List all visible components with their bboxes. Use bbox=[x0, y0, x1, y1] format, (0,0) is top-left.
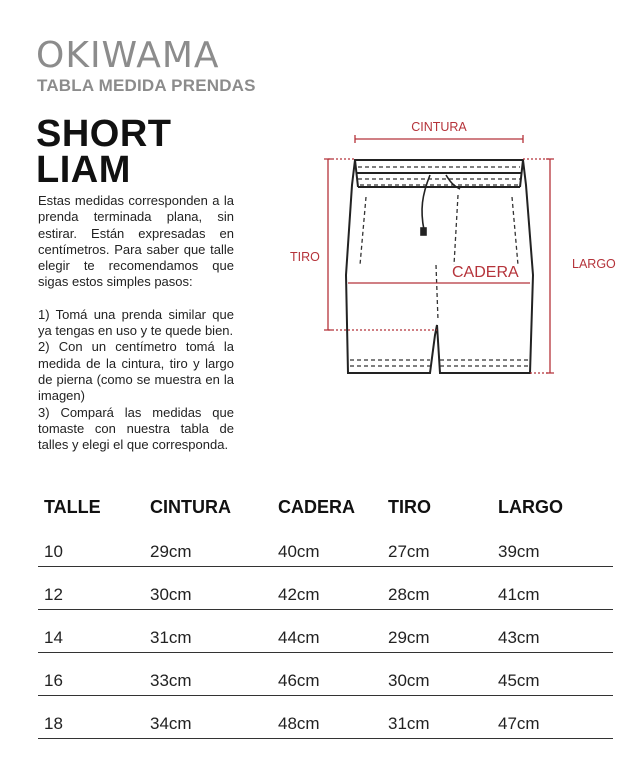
cell-tiro: 31cm bbox=[388, 696, 498, 739]
cell-largo: 47cm bbox=[498, 696, 613, 739]
cell-talle: 18 bbox=[38, 696, 150, 739]
cell-largo: 39cm bbox=[498, 524, 613, 567]
table-header-row bbox=[38, 490, 613, 524]
header-cadera: CADERA bbox=[278, 496, 356, 517]
label-cadera: CADERA bbox=[452, 264, 519, 281]
header-tiro: TIRO bbox=[388, 496, 431, 517]
instructions-intro: Estas medidas corresponden a la prenda terminada plana, sin estirar. Están expresadas en centímetros. Para saber que talle elegir te recomendamos que sigas estos simples pasos: bbox=[38, 193, 234, 290]
cell-largo: 43cm bbox=[498, 610, 613, 653]
cell-talle: 10 bbox=[38, 524, 150, 567]
product-title bbox=[36, 113, 172, 191]
cell-tiro: 27cm bbox=[388, 524, 498, 567]
cell-largo: 41cm bbox=[498, 567, 613, 610]
product-title-line2: LIAM bbox=[36, 149, 131, 191]
drawstring bbox=[421, 175, 460, 235]
product-title-line1: SHORT bbox=[36, 113, 172, 155]
instructions-step3: 3) Compará las medidas que tomaste con nuestra tabla de talles y elegi el que corresponda. bbox=[38, 404, 234, 453]
cell-cadera: 42cm bbox=[278, 567, 388, 610]
cell-tiro: 29cm bbox=[388, 610, 498, 653]
instructions bbox=[38, 193, 234, 453]
size-table bbox=[38, 490, 613, 739]
cell-cintura: 31cm bbox=[150, 610, 278, 653]
cell-tiro: 28cm bbox=[388, 567, 498, 610]
cell-cintura: 29cm bbox=[150, 524, 278, 567]
shorts-measurement-diagram bbox=[280, 115, 620, 385]
cell-talle: 14 bbox=[38, 610, 150, 653]
cell-talle: 16 bbox=[38, 653, 150, 696]
cell-cadera: 44cm bbox=[278, 610, 388, 653]
cell-cintura: 33cm bbox=[150, 653, 278, 696]
cell-cadera: 46cm bbox=[278, 653, 388, 696]
table-row bbox=[38, 610, 613, 653]
label-tiro: TIRO bbox=[290, 250, 320, 264]
header-cintura: CINTURA bbox=[150, 496, 231, 517]
brand-logo: OKIWAMA bbox=[36, 35, 220, 76]
cell-cintura: 30cm bbox=[150, 567, 278, 610]
header-largo: LARGO bbox=[498, 496, 563, 517]
instructions-step1: 1) Tomá una prenda similar que ya tengas en uso y te quede bien. bbox=[38, 306, 234, 339]
table-row bbox=[38, 567, 613, 610]
table-row bbox=[38, 524, 613, 567]
label-largo: LARGO bbox=[572, 257, 616, 271]
table-row bbox=[38, 696, 613, 739]
cell-cintura: 34cm bbox=[150, 696, 278, 739]
cell-talle: 12 bbox=[38, 567, 150, 610]
label-cintura: CINTURA bbox=[411, 120, 467, 134]
instructions-step2: 2) Con un centímetro tomá la medida de la cintura, tiro y largo de pierna (como se muestra en la imagen) bbox=[38, 339, 234, 404]
cell-cadera: 48cm bbox=[278, 696, 388, 739]
cell-cadera: 40cm bbox=[278, 524, 388, 567]
brand-subtitle: TABLA MEDIDA PRENDAS bbox=[37, 76, 256, 95]
header-talle: TALLE bbox=[44, 496, 101, 517]
cell-tiro: 30cm bbox=[388, 653, 498, 696]
table-row bbox=[38, 653, 613, 696]
cell-largo: 45cm bbox=[498, 653, 613, 696]
